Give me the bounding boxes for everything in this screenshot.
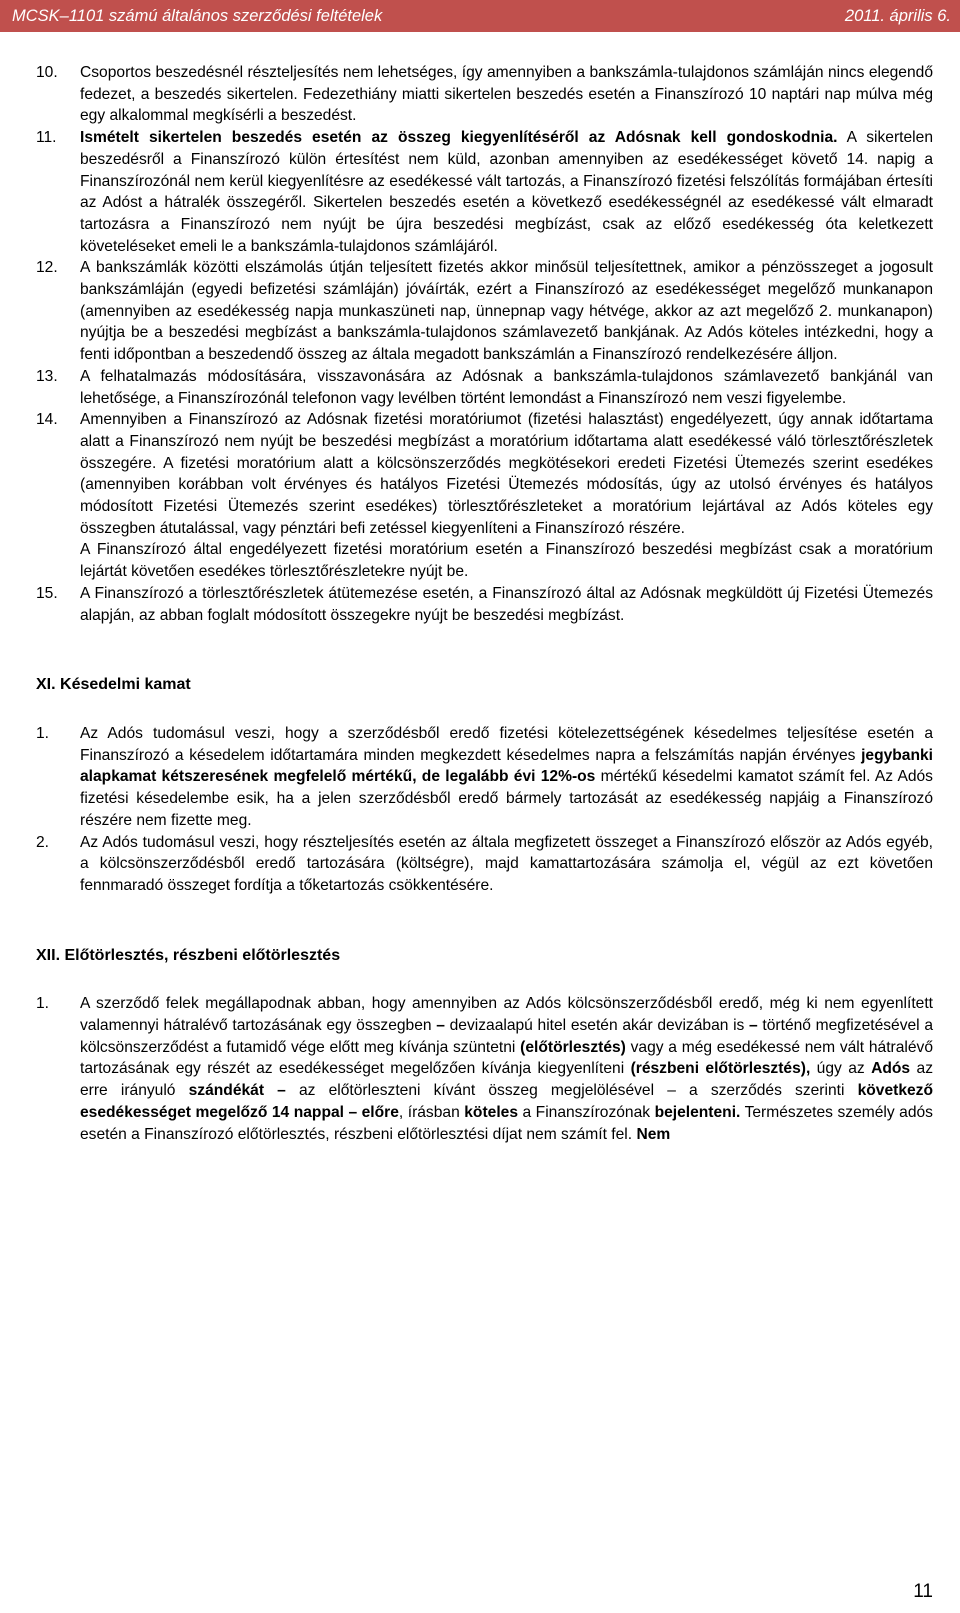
item-continuation-text: A Finanszírozó által engedélyezett fizetési moratórium esetén a Finanszírozó beszedési megbízást csak a moratórium lejártát követően esedékes törlesztőrészletekre nyújt be.	[80, 541, 933, 581]
item-number: 1.	[36, 995, 50, 1013]
item-number: 15.	[36, 584, 58, 602]
item-text: Ismételt sikertelen beszedés esetén az összeg kiegyenlítéséről az Adósnak kell gondoskodnia. A sikertelen beszedésről a Finanszírozó külön értesítést nem küld, azonban amennyiben az esedékességet követő 14. napig a Finanszírozónál nem kerül kiegyenlítésre az esedékessé vált tartozás, a Finanszírozó fizetési felszólítás formájában értesíti az Adóst a hátralék összegéről. Sikertelen beszedés esetén a következő esedékességnél az esedékessé vált elmaradt tartozásra a Finanszírozó nem nyújt be újra beszedési megbízást, csak az előző esedékesség óta keletkezett követeléseket emeli le a bankszámla-tulajdonos számlájáról.	[80, 129, 933, 255]
section-title-prepayment: XII. Előtörlesztés, részbeni előtörlesztés	[36, 946, 341, 964]
item-text: Az Adós tudomásul veszi, hogy a szerződésből eredő fizetési kötelezettségének késedelmes teljesítése esetén a Finanszírozó a késedelem időtartamára minden megkezdett késedelmes napra a felszámítás napján érvényes jegybanki alapkamat kétszeresének megfelelő mértékű, de legalább évi 12%-os mértékű késedelmi kamatot számít fel. Az Adós fizetési késedelembe esik, ha a jelen szerződésből eredő bármely tartozását az esedékesség napjáig a Finanszírozó részére nem fizette meg.	[80, 724, 933, 829]
direct-debit-item	[0, 583, 960, 626]
direct-debit-item	[0, 257, 960, 366]
item-number: 10.	[36, 64, 58, 81]
item-text: A Finanszírozó a törlesztőrészletek átütemezése esetén, a Finanszírozó által az Adósnak megküldött új Fizetési Ütemezés alapján, az abban foglalt módosított összegekre nyújt be beszedési megbízást.	[80, 584, 933, 624]
emphasis-text: következő esedékességet megelőző 14 nappal – előre	[80, 1082, 933, 1121]
item-text: Csoportos beszedésnél részteljesítés nem lehetséges, így amennyiben a bankszámla-tulajdonos számláján nincs elegendő fedezet, a beszedés sikertelen. Fedezethiány miatti sikertelen beszedés esetén a Finanszírozó 10 naptári nap múlva még egy alkalommal megkísérli a beszedést.	[80, 64, 933, 125]
emphasis-text: Nem	[636, 1125, 671, 1143]
item-number: 12.	[36, 259, 58, 277]
direct-debit-item	[0, 127, 960, 257]
item-number: 13.	[36, 367, 58, 385]
item-number: 11.	[36, 129, 57, 147]
item-text: Az Adós tudomásul veszi, hogy részteljesítés esetén az általa megfizetett összeget a Finanszírozó először az Adós egyéb, a kölcsönszerződésből eredő tartozására (költségre), majd kamattartozására számolja el, végül az ezt követően fennmaradó összeget fordítja a tőketartozás csökkentésére.	[80, 833, 933, 894]
item-text: Amennyiben a Finanszírozó az Adósnak fizetési moratóriumot (fizetési halasztást) engedélyezett, úgy annak időtartama alatt a Finanszírozó nem nyújt be beszedési megbízást a moratórium időtartama alatt esedékessé váló törlesztőrészletek összegére. A fizetési moratórium alatt a kölcsönszerződés megkötésekori eredeti Fizetési Ütemezés szerint esedékes (amennyiben korábban volt érvényes és hatályos Fizetési Ütemezés módosítás, úgy az utolsó érvényes és hatályos módosított Fizetési Ütemezés szerint esedékes) törlesztőrészleteket a moratórium lejártával az Adós köteles egy összegben átutalással, vagy pénztári befi zetéssel kiegyenlíteni a Finanszírozó részére.	[80, 411, 933, 537]
item-text: A felhatalmazás módosítására, visszavonására az Adósnak a bankszámla-tulajdonos számlavezető bankjánál van lehetősége, a Finanszírozónál telefonon vagy levélben történt lemondást a Finanszírozó nem veszi figyelembe.	[80, 367, 933, 407]
page-content	[0, 62, 960, 1145]
late-interest-list	[0, 723, 960, 897]
late-interest-item	[0, 723, 960, 832]
direct-debit-item	[0, 366, 960, 409]
emphasis-text: köteles	[464, 1103, 518, 1121]
direct-debit-item	[0, 409, 960, 583]
item-text: A bankszámlák közötti elszámolás útján teljesített fizetés akkor minősül teljesítettnek, amikor a pénzösszeget a jogosult bankszámláján (egyedi befizetési számláján) jóváírták, ezért a Finanszírozó az esedékességet megelőző munkanapon (amennyiben az esedékesség napja munkaszüneti nap, ünnepnap vagy hétvége, akkor az azt megelőző 2. munkanapon) nyújtja be a beszedési megbízást a bankszámla-tulajdonos számlavezető bankjának. Az Adós köteles intézkedni, hogy a fenti időpontban a beszedendő összeg az általa megadott bankszámlán a Finanszírozó rendelkezésére álljon.	[80, 259, 933, 364]
document-title: MCSK–1101 számú általános szerződési feltételek	[12, 6, 383, 25]
direct-debit-item	[0, 62, 960, 127]
late-interest-item	[0, 832, 960, 897]
prepayment-item	[0, 993, 960, 1145]
emphasis-text: szándékát –	[188, 1082, 286, 1100]
emphasis-text: –	[436, 1017, 445, 1035]
page-number: 11	[913, 1581, 933, 1602]
item-number: 1.	[36, 724, 50, 742]
document-date: 2011. április 6.	[844, 6, 951, 25]
emphasis-text: bejelenteni.	[654, 1103, 741, 1121]
emphasis-text: –	[749, 1017, 758, 1035]
emphasis-text: (részbeni előtörlesztés),	[630, 1060, 811, 1078]
numbered-list-collection	[0, 62, 960, 626]
emphasis-text: jegybanki alapkamat kétszeresének megfelelő mértékű, de legalább évi 12%-os	[80, 746, 933, 786]
item-text: A szerződő felek megállapodnak abban, hogy amennyiben az Adós kölcsönszerződésből eredő, még ki nem egyenlített valamennyi hátralévő tartozásának egy összegben – devizaalapú hitel esetén akár devizában is – történő megfizetésével a kölcsönszerződést a futamidő vége előtt meg kívánja szüntetni (előtörlesztés) vagy a még esedékessé nem vált hátralévő tartozásának egy részét az esedékességet megelőzően kívánja kiegyenlíteni (részbeni előtörlesztés), úgy az Adós az erre irányuló szándékát – az előtörleszteni kívánt összeg megjelölésével – a szerződés szerinti következő esedékességet megelőző 14 nappal – előre, írásban köteles a Finanszírozónak bejelenteni. Természetes személy adós esetén a Finanszírozó előtörlesztés, részbeni előtörlesztési díjat nem számít fel. Nem	[80, 995, 933, 1143]
emphasis-text: Ismételt sikertelen beszedés esetén az összeg kiegyenlítéséről az Adósnak kell gondoskodnia.	[80, 129, 838, 147]
section-title-late-interest: XI. Késedelmi kamat	[36, 676, 191, 694]
item-number: 14.	[36, 411, 58, 429]
item-number: 2.	[36, 833, 50, 851]
emphasis-text: (előtörlesztés)	[520, 1038, 626, 1056]
prepayment-list	[0, 993, 960, 1145]
page-header	[0, 0, 960, 32]
emphasis-text: Adós	[871, 1060, 911, 1078]
